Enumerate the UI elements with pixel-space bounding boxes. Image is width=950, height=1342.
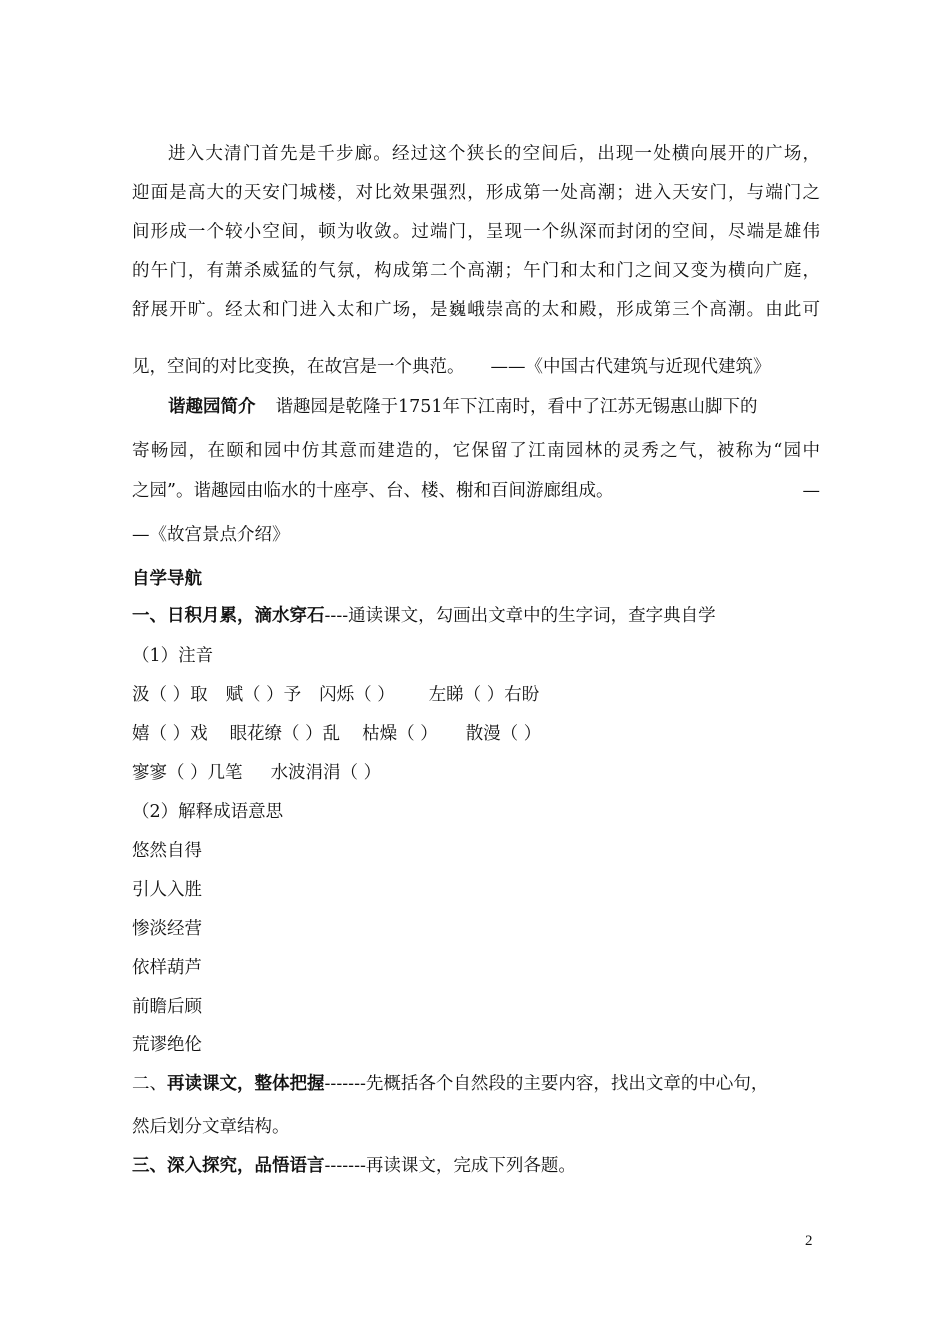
pinyin-item: 枯燥（ ）: [362, 724, 438, 744]
section-2-line-2: 然后划分文章结构。: [132, 1117, 290, 1137]
subsection-1-title: （1）注音: [132, 646, 214, 666]
pinyin-row-3: [132, 762, 381, 784]
section-3-title: 三、深入探究，品悟语言: [132, 1156, 325, 1176]
section-2: [132, 1073, 768, 1095]
idiom-item: 荒谬绝伦: [132, 1035, 202, 1055]
section-1: [132, 605, 716, 627]
pinyin-item: 汲（ ）取: [132, 685, 208, 705]
para2-line-2: 寄畅园，在颐和园中仿其意而建造的，它保留了江南园林的灵秀之气，被称为“园中: [132, 441, 820, 461]
pinyin-item: 嬉（ ）戏: [132, 724, 208, 744]
idiom-item: 依样葫芦: [132, 958, 202, 978]
section-1-title: 一、日积月累，滴水穿石: [132, 606, 325, 626]
para2-dash: —: [802, 481, 820, 501]
subsection-2-title: （2）解释成语意思: [132, 802, 284, 822]
para2-first-text: 谐趣园是乾隆于1751年下江南时，看中了江苏无锡惠山脚下的: [275, 397, 758, 417]
para1-last-text: 见，空间的对比变换，在故宫是一个典范。: [132, 357, 465, 377]
pinyin-row-1: [132, 684, 539, 706]
pinyin-item: 散漫（ ）: [465, 724, 542, 744]
para2-title: 谐趣园简介: [168, 397, 256, 417]
section-3-text: -------再读课文，完成下列各题。: [324, 1156, 576, 1176]
section-3: [132, 1155, 576, 1177]
pinyin-item: 寥寥（ ）几笔: [132, 763, 243, 783]
para2-source: —《故宫景点介绍》: [132, 525, 290, 545]
idiom-item: 前瞻后顾: [132, 997, 202, 1017]
para1-line-3: 间形成一个较小空间，顿为收敛。过端门，呈现一个纵深而封闭的空间，尽端是雄伟: [132, 222, 820, 242]
guide-title: 自学导航: [132, 569, 202, 589]
section-2-prefix: 二、: [132, 1074, 167, 1094]
para1-line-1: 进入大清门首先是千步廊。经过这个狭长的空间后，出现一处横向展开的广场，: [168, 144, 820, 164]
pinyin-item: 闪烁（ ）: [319, 685, 395, 705]
para2-line-3-text: 之园”。谐趣园由临水的十座亭、台、楼、榭和百间游廊组成。: [132, 481, 614, 501]
pinyin-item: 水波涓涓（ ）: [270, 763, 382, 783]
para1-line-5: 舒展开旷。经太和门进入太和广场，是巍峨崇高的太和殿，形成第三个高潮。由此可: [132, 300, 820, 320]
pinyin-row-2: [132, 723, 541, 745]
para1-source: ——《中国古代建筑与近现代建筑》: [490, 357, 771, 377]
section-1-text: ----通读课文，勾画出文章中的生字词，查字典自学: [324, 606, 716, 626]
pinyin-item: 赋（ ）予: [225, 685, 302, 705]
pinyin-item: 眼花缭（ ）乱: [229, 724, 341, 744]
section-2-text: -------先概括各个自然段的主要内容，找出文章的中心句，: [324, 1074, 769, 1094]
para2-line-1: [168, 396, 758, 418]
para1-line-4: 的午门，有萧杀威猛的气氛，构成第二个高潮；午门和太和门之间又变为横向广庭，: [132, 261, 820, 281]
page-number: 2: [805, 1233, 813, 1249]
pinyin-item: 左睇（ ）右盼: [428, 685, 540, 705]
idiom-item: 引人入胜: [132, 880, 202, 900]
para1-line-2: 迎面是高大的天安门城楼，对比效果强烈，形成第一处高潮；进入天安门，与端门之: [132, 183, 820, 203]
idiom-item: 惨淡经营: [132, 919, 202, 939]
idiom-item: 悠然自得: [132, 841, 202, 861]
para1-line-6: [132, 356, 771, 378]
para2-line-3: [132, 480, 820, 502]
section-2-title: 再读课文，整体把握: [167, 1074, 325, 1094]
